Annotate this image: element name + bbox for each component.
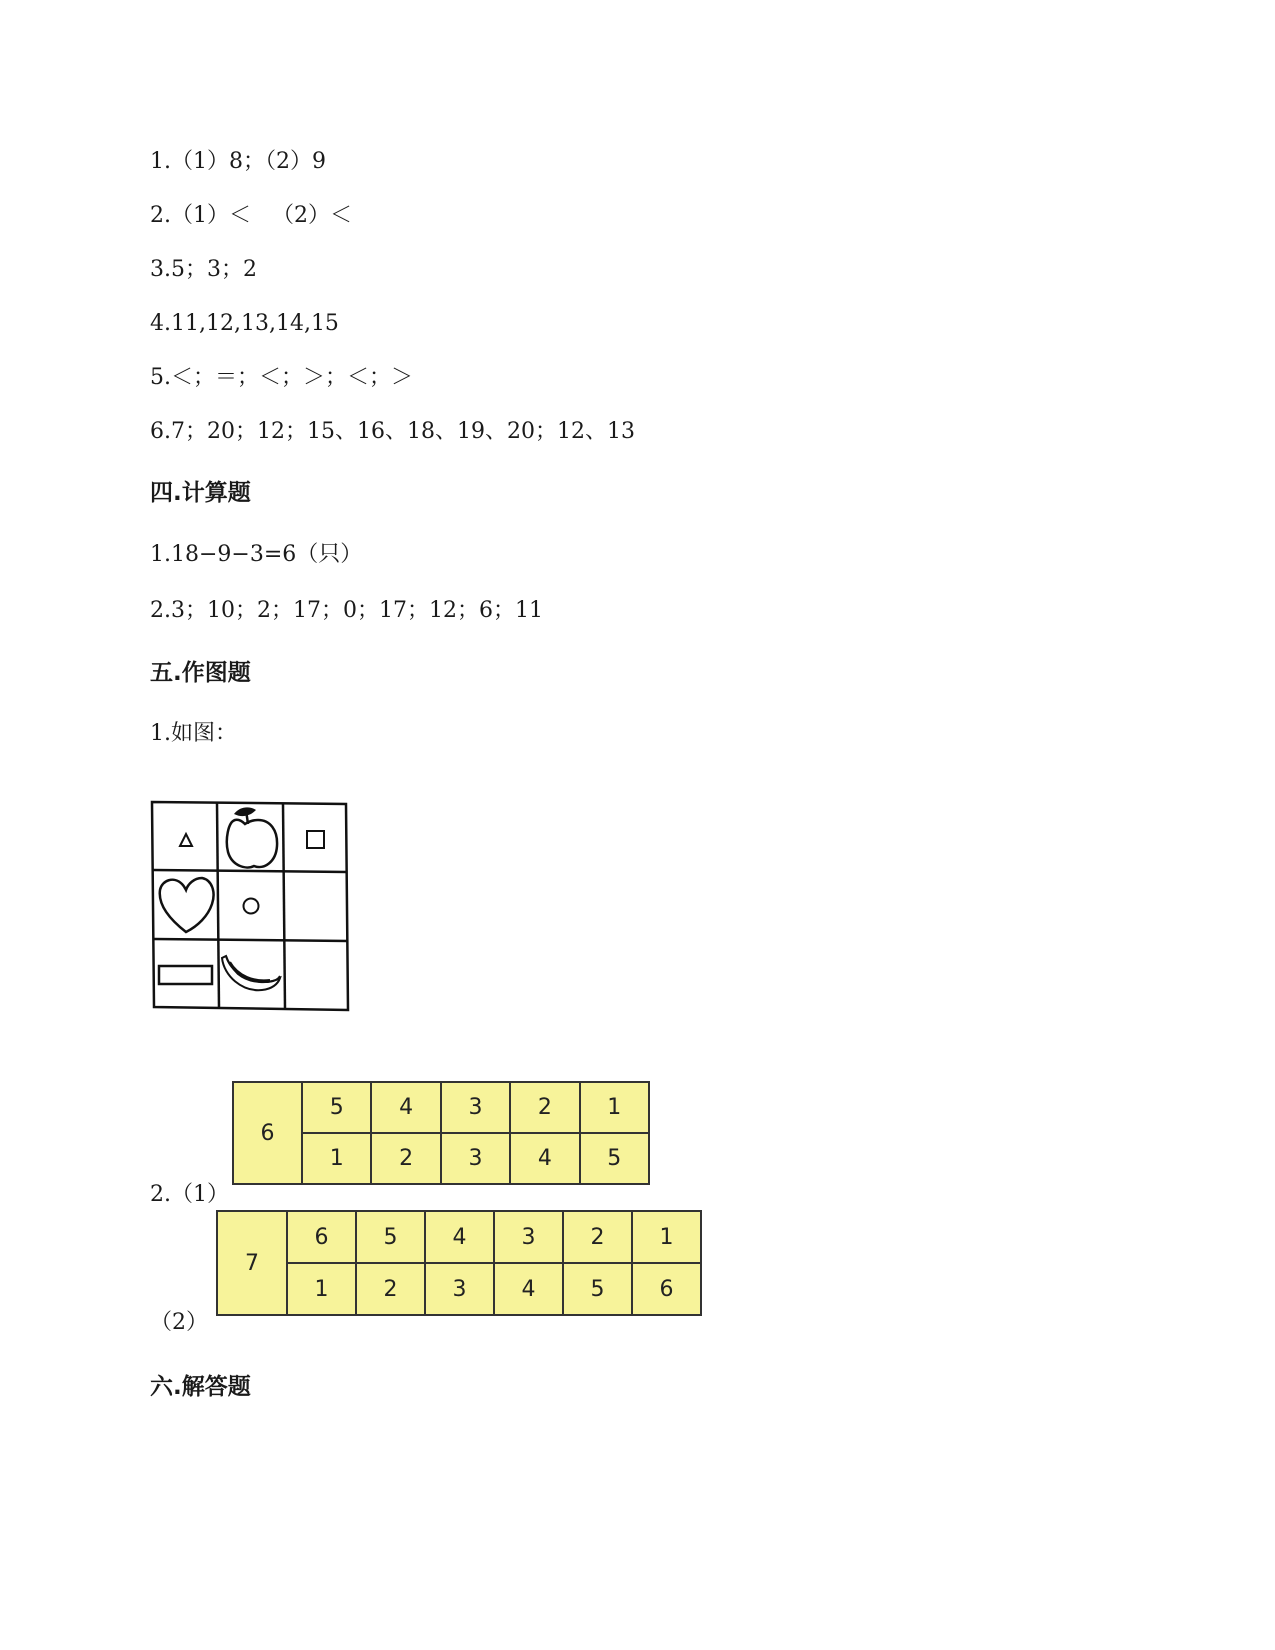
table1-bottom-cell: 2 — [371, 1133, 440, 1184]
table1-top-cell: 5 — [302, 1082, 371, 1133]
number-decomposition-table-2 — [216, 1210, 702, 1316]
section-heading-calculation: 四.计算题 — [150, 480, 251, 506]
triangle-icon — [180, 834, 192, 846]
drawing-q2-label-2: （2） — [150, 1310, 208, 1335]
banana-icon — [222, 956, 280, 990]
calc-answer-2: 2.3；10；2；17；0；17；12；6；11 — [150, 598, 543, 623]
answer-line-4: 4.11,12,13,14,15 — [150, 311, 339, 336]
drawing-q2-label-1: 2.（1） — [150, 1182, 229, 1207]
table2-bottom-cell: 5 — [563, 1263, 632, 1315]
answer-line-2: 2.（1）＜ （2）＜ — [150, 203, 352, 228]
answer-line-1: 1.（1）8；（2）9 — [150, 149, 326, 174]
heart-icon — [160, 878, 214, 932]
apple-icon — [227, 807, 277, 867]
rectangle-icon — [159, 966, 212, 984]
table2-top-cell: 6 — [287, 1211, 356, 1263]
table2-bottom-cell: 6 — [632, 1263, 701, 1315]
number-decomposition-table-1 — [232, 1081, 650, 1185]
table1-bottom-cell: 3 — [441, 1133, 510, 1184]
shapes-grid-figure — [150, 800, 354, 1012]
section-heading-drawing: 五.作图题 — [150, 660, 251, 686]
table2-top-cell: 3 — [494, 1211, 563, 1263]
table1-bottom-cell: 5 — [580, 1133, 649, 1184]
table2-top-cell: 1 — [632, 1211, 701, 1263]
section-heading-solution: 六.解答题 — [150, 1374, 251, 1400]
square-icon — [307, 831, 324, 848]
table2-bottom-cell: 2 — [356, 1263, 425, 1315]
table2-bottom-cell: 3 — [425, 1263, 494, 1315]
drawing-q1-label: 1.如图： — [150, 721, 237, 746]
table1-bottom-cell: 1 — [302, 1133, 371, 1184]
table1-top-cell: 1 — [580, 1082, 649, 1133]
answer-line-3: 3.5；3；2 — [150, 257, 257, 282]
table1-bottom-cell: 4 — [510, 1133, 579, 1184]
table1-top-cell: 3 — [441, 1082, 510, 1133]
table2-top-cell: 2 — [563, 1211, 632, 1263]
calc-answer-1: 1.18−9−3=6（只） — [150, 542, 363, 567]
table1-top-cell: 4 — [371, 1082, 440, 1133]
table2-total-cell: 7 — [217, 1211, 287, 1315]
answer-line-6: 6.7；20；12；15、16、18、19、20；12、13 — [150, 419, 635, 444]
answer-line-5: 5.＜；＝；＜；＞；＜；＞ — [150, 365, 413, 390]
table2-top-cell: 4 — [425, 1211, 494, 1263]
table1-total-cell: 6 — [233, 1082, 302, 1184]
circle-icon — [244, 899, 259, 914]
table1-top-cell: 2 — [510, 1082, 579, 1133]
table2-bottom-cell: 1 — [287, 1263, 356, 1315]
table2-bottom-cell: 4 — [494, 1263, 563, 1315]
table2-top-cell: 5 — [356, 1211, 425, 1263]
